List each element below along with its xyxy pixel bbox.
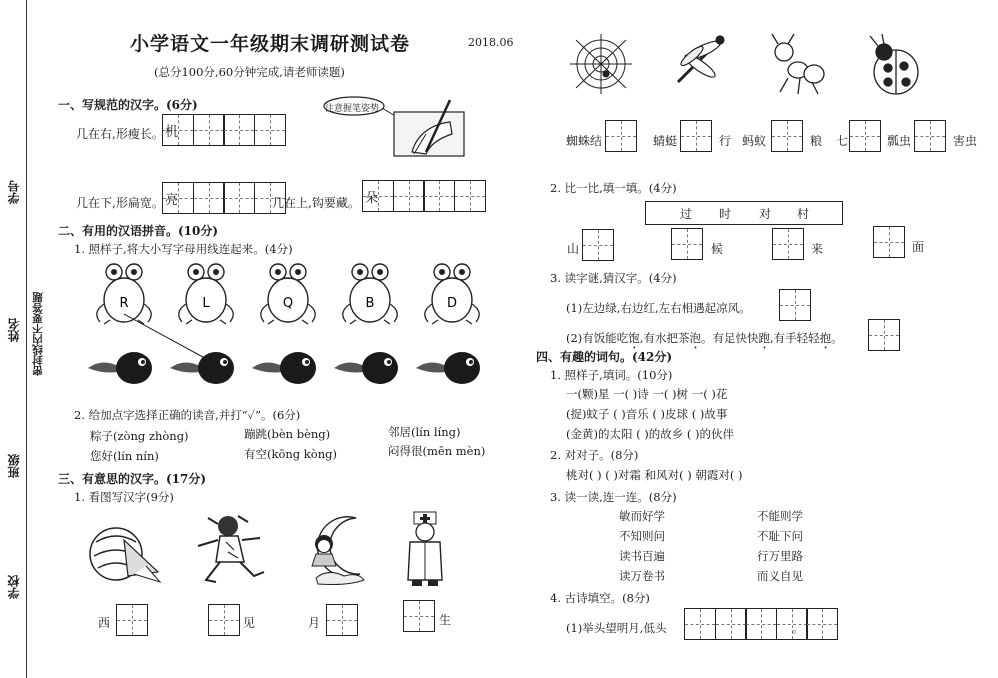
tadpole-5[interactable] (416, 352, 480, 384)
section-1-heading: 一、写规范的汉字。(6分) (58, 98, 198, 112)
insect-word-5: 粮 (810, 134, 823, 148)
s1-rule-3: 几在上,钩要藏。 (272, 196, 360, 210)
match-right-4[interactable]: 而义自见 (757, 569, 803, 583)
s4-question-3: 3. 读一读,连一连。(8分) (550, 490, 677, 504)
match-right-1[interactable]: 不能则学 (757, 509, 803, 523)
compare-box-4[interactable] (873, 226, 905, 258)
match-right-2[interactable]: 不耻下问 (757, 529, 803, 543)
pinyin-item-3[interactable]: 邻居(lín líng) (388, 425, 461, 439)
s3-question-3: 3. 读字谜,猜汉字。(4分) (550, 271, 677, 285)
ant-picture (772, 34, 824, 94)
insect-word-4: 蚂蚁 (742, 134, 767, 148)
compare-char-2: 时 (719, 207, 732, 221)
moon-girl-picture (312, 517, 364, 585)
match-right-3[interactable]: 行万里路 (757, 549, 803, 563)
tadpole-4[interactable] (334, 352, 398, 384)
fill-word-line-3[interactable]: (金黄)的太阳 ( )的故乡 ( )的伙伴 (566, 427, 735, 441)
compare-box-2[interactable] (671, 228, 703, 260)
insect-box-1[interactable] (605, 120, 637, 152)
frog-letter: D (446, 296, 458, 311)
margin-label-banji: 班级 (7, 454, 21, 478)
compare-char-3: 对 (759, 207, 772, 221)
dragonfly-picture (678, 36, 724, 82)
s1-example-char-2: 亮 (165, 193, 179, 208)
section-4-heading: 四、有趣的词句。(42分) (536, 350, 673, 364)
s3-question-1: 1. 看图写汉字(9分) (74, 490, 174, 504)
frog-b[interactable] (343, 264, 397, 324)
frog-letter: L (202, 296, 210, 311)
couplet-line[interactable]: 桃对( ) ( )对霜 和风对( ) 朝霞对( ) (566, 468, 743, 482)
s1-writing-boxes-3[interactable] (362, 180, 484, 212)
insect-word-1: 蜘蛛结 (566, 134, 603, 148)
s1-writing-boxes-1[interactable] (162, 114, 284, 146)
running-character-picture (198, 516, 264, 582)
match-left-4[interactable]: 读万卷书 (619, 569, 665, 583)
exam-date: 2018.06 (468, 36, 514, 49)
match-left-2[interactable]: 不知则问 (619, 529, 665, 543)
insect-box-5[interactable] (914, 120, 946, 152)
page-title: 小学语文一年级期末调研测试卷 (130, 33, 411, 55)
picture-word-2: 见 (243, 616, 256, 630)
compare-char-1: 过 (680, 207, 693, 221)
picture-word-1: 西 (98, 616, 111, 630)
match-left-3[interactable]: 读书百遍 (619, 549, 665, 563)
picture-row (88, 510, 448, 590)
tadpole-3[interactable] (252, 352, 316, 384)
picture-answer-box-3[interactable] (326, 604, 358, 636)
margin-label-xuehao: 学号 (7, 180, 21, 204)
binding-line (26, 0, 27, 678)
s4-question-4: 4. 古诗填空。(8分) (550, 591, 650, 605)
compare-word-4: 面 (912, 240, 925, 254)
picture-word-3: 月 (308, 616, 321, 630)
s2-question-2: 2. 给加点字选择正确的读音,并打“✓”。(6分) (74, 408, 301, 422)
s1-rule-1: 几在右,形瘦长。 (76, 127, 164, 141)
compare-char-4: 村 (797, 207, 810, 221)
insects-row (566, 30, 966, 106)
compare-word-3: 来 (811, 242, 824, 256)
compare-box-1[interactable] (582, 229, 614, 261)
riddle-2: (2)有饭能吃饱,有水把茶泡。有足快快跑,有手轻轻抱。 (566, 331, 843, 345)
insect-box-3[interactable] (771, 120, 803, 152)
frog-letter: R (119, 296, 129, 311)
insect-word-6: 七 (836, 134, 849, 148)
riddle-1: (1)左边绿,右边红,左右相遇起凉风。 (566, 301, 751, 315)
pinyin-item-5[interactable]: 有空(kōng kòng) (244, 447, 337, 461)
section-3-heading: 三、有意思的汉字。(17分) (58, 472, 207, 486)
s4-question-1: 1. 照样子,填词。(10分) (550, 368, 673, 382)
ladybug-picture (870, 34, 918, 94)
s2-question-1: 1. 照样子,将大小写字母用线连起来。(4分) (74, 242, 293, 256)
margin-label-xuexiao: 学校 (7, 575, 21, 599)
insect-word-7: 瓢虫 (887, 134, 912, 148)
riddle-1-answer-box[interactable] (779, 289, 811, 321)
doctor-picture (408, 512, 442, 586)
s4-question-2: 2. 对对子。(8分) (550, 448, 639, 462)
pinyin-item-2[interactable]: 蹦跳(bèn bèng) (244, 427, 331, 441)
s1-example-char-3: 朵 (365, 191, 379, 206)
poem-line: (1)举头望明月,低头 (566, 621, 667, 635)
page-subtitle: (总分100分,60分钟完成,请老师读题) (154, 65, 345, 79)
s1-writing-boxes-2[interactable] (162, 182, 284, 214)
insect-word-8: 害虫 (953, 134, 978, 148)
compare-word-2: 候 (711, 242, 724, 256)
frog-d[interactable] (425, 264, 479, 324)
watermelon-picture (90, 528, 160, 582)
insect-box-4[interactable] (849, 120, 881, 152)
seal-notice: 密封线内不要答题 (32, 292, 44, 376)
fill-word-line-1[interactable]: 一(颗)星 一( )诗 一( )树 一( )花 (566, 387, 728, 401)
compare-box-3[interactable] (772, 228, 804, 260)
insect-word-2: 蜻蜓 (653, 134, 678, 148)
spider-web-picture (570, 34, 632, 94)
match-left-1[interactable]: 敏而好学 (619, 509, 665, 523)
compare-word-1: 山 (567, 242, 580, 256)
picture-answer-box-1[interactable] (116, 604, 148, 636)
poem-answer-boxes[interactable] (684, 608, 837, 640)
pinyin-item-4[interactable]: 您好(lín nín) (90, 449, 159, 463)
pinyin-item-1[interactable]: 粽子(zòng zhòng) (90, 429, 189, 443)
s1-rule-2: 几在下,形扁宽。 (76, 196, 164, 210)
picture-word-4: 生 (439, 613, 452, 627)
frog-letter: B (365, 296, 375, 311)
fill-word-line-2[interactable]: (捉)蚊子 ( )音乐 ( )皮球 ( )故事 (566, 407, 728, 421)
picture-answer-box-4[interactable] (403, 600, 435, 632)
insect-word-3: 行 (719, 134, 732, 148)
pinyin-item-6[interactable]: 闷得很(mēn mèn) (388, 444, 486, 458)
compare-chars-box (645, 201, 843, 225)
margin-label-xingming: 姓名 (7, 318, 21, 342)
s1-example-char-1: 机 (165, 125, 179, 140)
poem-end: 。 (792, 621, 804, 635)
riddle-2-answer-box[interactable] (868, 319, 900, 351)
picture-answer-box-2[interactable] (208, 604, 240, 636)
pen-grip-tip: 注意握笔姿势 (325, 104, 380, 114)
insect-box-2[interactable] (680, 120, 712, 152)
example-match-line (118, 312, 218, 364)
frog-letter: Q (282, 296, 294, 311)
frog-q[interactable] (261, 264, 315, 324)
section-2-heading: 二、有用的汉语拼音。(10分) (58, 224, 219, 238)
s3-question-2: 2. 比一比,填一填。(4分) (550, 181, 677, 195)
